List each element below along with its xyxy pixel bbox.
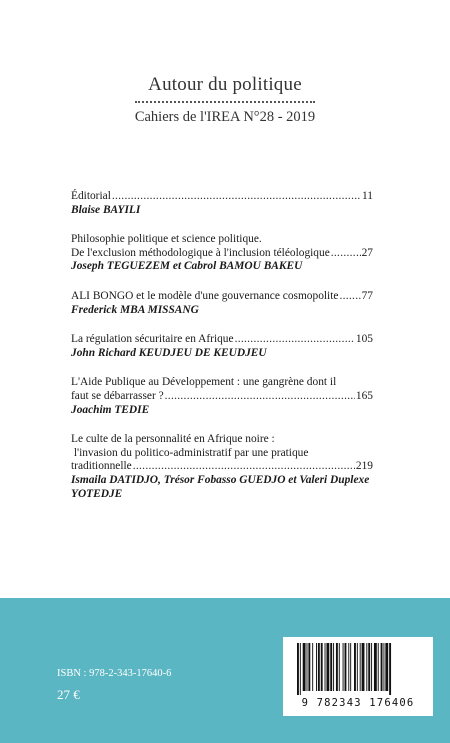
toc-line: [71, 233, 373, 247]
barcode-bar: [378, 643, 379, 691]
page-number: 105: [355, 333, 373, 346]
toc-title: ALI BONGO et le modèle d'une gouvernance cosmopolite: [71, 289, 339, 302]
toc-author: Blaise BAYILI: [71, 203, 141, 216]
toc-author: Joachim TEDIE: [71, 403, 150, 416]
barcode-bar: [333, 643, 334, 691]
toc-line: [71, 447, 373, 461]
toc-entry: [71, 433, 373, 501]
toc-title: faut se débarrasser ?: [71, 389, 164, 402]
barcode-bar: [389, 643, 391, 695]
barcode-bars: [295, 643, 421, 695]
toc-title: La régulation sécuritaire en Afrique: [71, 333, 234, 346]
page-number: 165: [355, 389, 373, 402]
toc-title: traditionnelle: [71, 460, 132, 473]
dot-leader: [235, 333, 355, 347]
toc-entry: [71, 190, 373, 217]
barcode-bar: [321, 643, 323, 691]
barcode-bar: [385, 643, 388, 691]
dot-leader: [133, 460, 355, 474]
dot-leader: [112, 190, 361, 204]
barcode-bar: [381, 643, 383, 691]
barcode-bar: [336, 643, 338, 691]
barcode-bar: [362, 643, 365, 691]
barcode-bar: [307, 643, 308, 691]
page-number: 219: [355, 460, 373, 473]
barcode-bar: [326, 643, 329, 691]
barcode-bar: [374, 643, 377, 691]
barcode-bar: [312, 643, 313, 691]
toc-entry: [71, 233, 373, 274]
barcode-bar: [343, 643, 344, 691]
barcode-bar: [325, 643, 326, 691]
toc-line: [71, 460, 373, 474]
barcode: [283, 637, 433, 716]
barcode-bar: [318, 643, 320, 691]
barcode-bar: [345, 643, 347, 691]
barcode-bar: [303, 643, 306, 691]
toc-title: l'invasion du politico-administratif par une pratique: [71, 446, 309, 459]
barcode-bar: [383, 643, 384, 691]
toc-line: [71, 390, 373, 404]
toc-author: Joseph TEGUEZEM et Cabrol BAMOU BAKEU: [71, 260, 303, 273]
barcode-bar: [348, 643, 349, 691]
page-number: 77: [361, 289, 373, 302]
barcode-bar: [297, 643, 299, 695]
barcode-bar: [371, 643, 372, 691]
toc-entry: [71, 290, 373, 317]
barcode-bar: [360, 643, 361, 691]
page-number: 27: [361, 246, 373, 259]
toc-line: [71, 333, 373, 347]
isbn-text: ISBN : 978-2-343-17640-6: [57, 668, 172, 679]
page-number: 11: [362, 190, 373, 202]
header: [0, 74, 450, 127]
toc-title: L'Aide Publique au Développement : une gangrène dont il: [71, 376, 337, 389]
dot-leader: [331, 247, 361, 261]
barcode-bar: [368, 643, 370, 691]
series-title: Autour du politique: [148, 74, 302, 95]
table-of-contents: [71, 190, 373, 517]
barcode-bar: [366, 643, 367, 691]
price-text: 27 €: [57, 687, 80, 702]
toc-title: Le culte de la personnalité en Afrique noire :: [71, 433, 275, 446]
toc-title: Philosophie politique et science politique.: [71, 233, 262, 246]
barcode-bar: [308, 643, 310, 691]
barcode-bar: [354, 643, 356, 691]
toc-line: [71, 290, 373, 304]
toc-line: [71, 376, 373, 390]
toc-entry: [71, 376, 373, 417]
issue-subtitle: Cahiers de l'IREA N°28 - 2019: [134, 109, 316, 125]
dot-leader: [165, 390, 355, 404]
toc-author: Frederick MBA MISSANG: [71, 303, 199, 316]
barcode-bar: [357, 643, 358, 691]
toc-line: [71, 247, 373, 261]
barcode-bar: [339, 643, 340, 691]
barcode-bar: [316, 643, 317, 691]
toc-entry: [71, 333, 373, 360]
barcode-bar: [300, 643, 301, 695]
toc-line: [71, 190, 373, 204]
toc-author: John Richard KEUDJEU DE KEUDJEU: [71, 346, 267, 359]
toc-title: De l'exclusion méthodologique à l'inclusion téléologique: [71, 246, 330, 259]
barcode-digits: 9 782343 176406: [301, 697, 415, 709]
toc-title: Éditorial: [71, 190, 111, 202]
dot-leader: [339, 290, 360, 304]
barcode-bar: [350, 643, 351, 691]
toc-author: Ismaila DATIDJO, Trésor Fobasso GUEDJO et Valeri Duplexe YOTEDJE: [71, 473, 370, 500]
dotted-rule: [135, 99, 315, 103]
toc-line: [71, 433, 373, 447]
barcode-bar: [330, 643, 332, 691]
